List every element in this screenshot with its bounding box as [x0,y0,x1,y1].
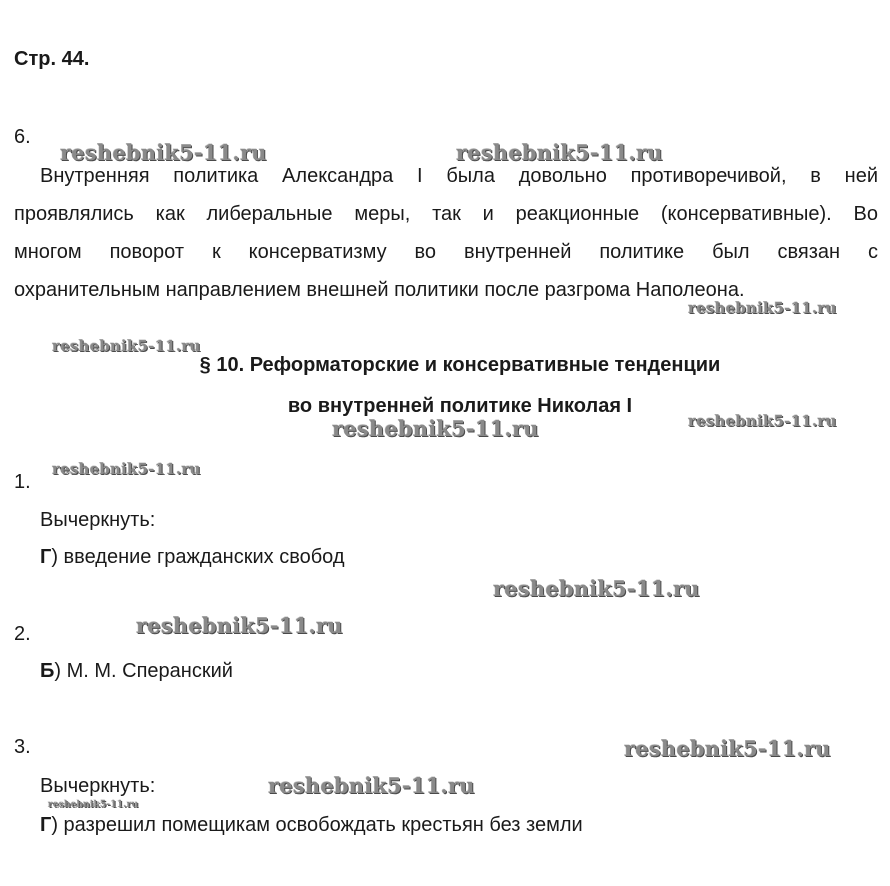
answer-text: ) введение гражданских свобод [51,546,345,568]
question-3-answer [40,814,583,837]
watermark: reshebnik5-11.ru [52,337,201,355]
question-2-answer [40,660,233,683]
watermark: reshebnik5-11.ru [268,773,475,798]
page-reference: Стр. 44. [14,48,90,70]
answer-line: многом поворот к консерватизму во внутренней политике был связан с [14,241,878,263]
answer-line: Внутренняя политика Александра I была довольно противоречивой, в ней [40,165,878,187]
question-1-number: 1. [14,471,31,493]
watermark: reshebnik5-11.ru [688,412,837,430]
question-1-answer [40,546,345,569]
answer-letter: Г [40,546,52,568]
answer-letter: Г [40,814,52,836]
answer-text: ) М. М. Сперанский [54,660,233,682]
watermark: reshebnik5-11.ru [332,416,539,441]
watermark: reshebnik5-11.ru [48,800,139,810]
answer-line: проявлялись как либеральные меры, так и реакционные (консервативные). Во [14,203,878,225]
question-2-number: 2. [14,623,31,645]
question-3-instruction: Вычеркнуть: [40,775,156,797]
watermark: reshebnik5-11.ru [456,140,663,165]
question-1-instruction: Вычеркнуть: [40,509,156,531]
answer-text: ) разрешил помещикам освобождать крестьян без земли [51,814,583,836]
watermark: reshebnik5-11.ru [493,576,700,601]
watermark: reshebnik5-11.ru [688,299,837,317]
watermark: reshebnik5-11.ru [136,613,343,638]
answer-letter: Б [40,660,55,682]
section-title-line-1: § 10. Реформаторские и консервативные тенденции [199,354,721,376]
section-title-line-2: во внутренней политике Николая I [287,395,633,417]
watermark: reshebnik5-11.ru [52,460,201,478]
watermark: reshebnik5-11.ru [624,736,831,761]
question-3-number: 3. [14,736,31,758]
watermark: reshebnik5-11.ru [60,140,267,165]
answer-line: охранительным направлением внешней политики после разгрома Наполеона. [14,279,745,301]
question-6-answer [14,157,878,309]
question-6-number: 6. [14,126,31,148]
